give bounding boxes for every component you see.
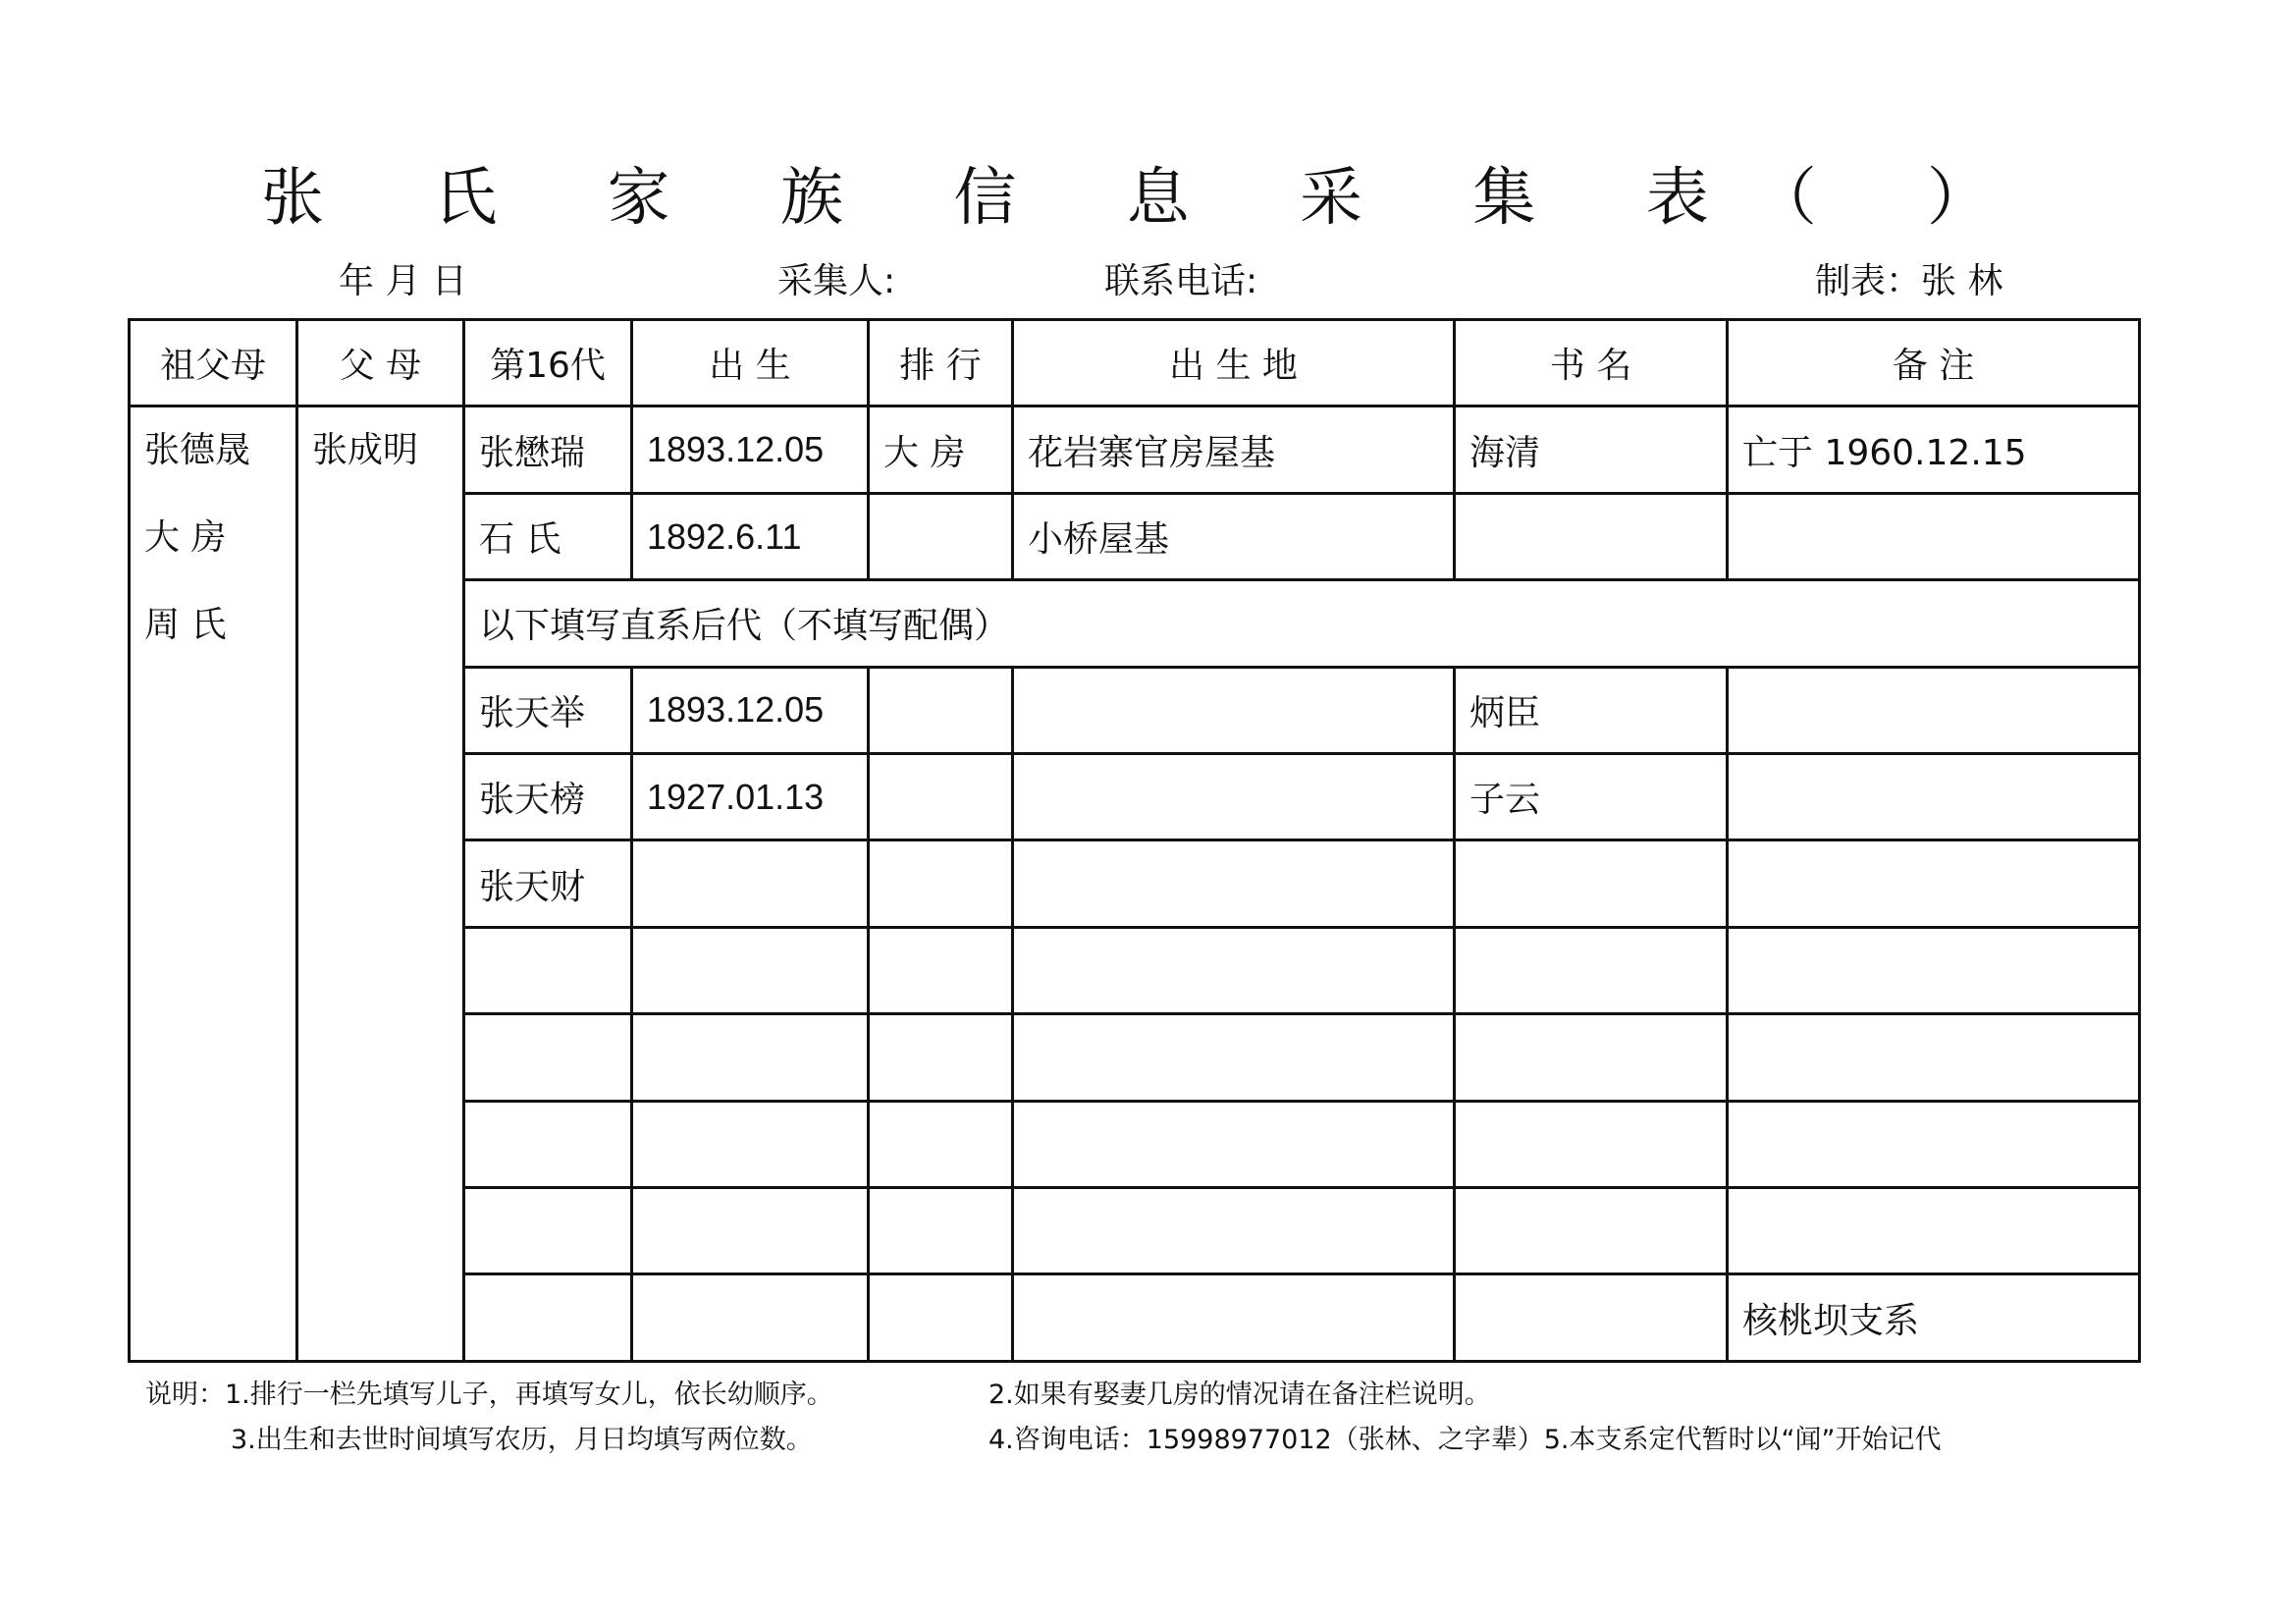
birthplace: 花岩寨官房屋基 <box>1013 406 1455 493</box>
birthplace <box>1013 1274 1455 1362</box>
birthplace <box>1013 927 1455 1013</box>
rank <box>869 667 1013 753</box>
grandparents-cell <box>130 406 297 1362</box>
remarks <box>1728 754 2140 840</box>
birth-date <box>632 1101 869 1187</box>
person-name: 张懋瑞 <box>464 406 632 493</box>
grandparents-branch: 大 房 <box>144 517 227 559</box>
birth-date <box>632 840 869 927</box>
header-grandparents: 祖父母 <box>130 320 297 406</box>
birthplace <box>1013 754 1455 840</box>
grandmother-name: 周 氏 <box>144 605 227 646</box>
book-name <box>1455 840 1728 927</box>
grandfather-name: 张德晟 <box>144 430 251 471</box>
remarks: 亡于 1960.12.15 <box>1728 406 2140 493</box>
birthplace <box>1013 1188 1455 1274</box>
header-birthplace: 出 生 地 <box>1013 320 1455 406</box>
birthplace: 小桥屋基 <box>1013 493 1455 579</box>
rank <box>869 1274 1013 1362</box>
header-row <box>130 320 2140 406</box>
phone-field: 联系电话: <box>1104 261 1258 301</box>
rank <box>869 493 1013 579</box>
book-name <box>1455 1274 1728 1362</box>
birth-date <box>632 1014 869 1101</box>
parent-name: 张成明 <box>312 430 419 471</box>
remarks <box>1728 840 2140 927</box>
book-name <box>1455 1014 1728 1101</box>
person-name: 张天榜 <box>464 754 632 840</box>
remarks <box>1728 1188 2140 1274</box>
person-name: 石 氏 <box>464 493 632 579</box>
book-name: 炳臣 <box>1455 667 1728 753</box>
birth-date: 1927.01.13 <box>632 754 869 840</box>
book-name <box>1455 927 1728 1013</box>
remarks: 核桃坝支系 <box>1728 1274 2140 1362</box>
header-generation: 第16代 <box>464 320 632 406</box>
person-name <box>464 1274 632 1362</box>
person-name: 张天财 <box>464 840 632 927</box>
birth-date <box>632 927 869 1013</box>
header-rank: 排 行 <box>869 320 1013 406</box>
table-row <box>130 406 2140 493</box>
note-4: 4.咨询电话：15998977012（张林、之字辈）5.本支系定代暂时以“闻”开始记代 <box>988 1425 1942 1455</box>
note-3: 3.出生和去世时间填写农历，月日均填写两位数。 <box>231 1425 813 1455</box>
birth-date: 1893.12.05 <box>632 406 869 493</box>
rank <box>869 1014 1013 1101</box>
rank <box>869 754 1013 840</box>
birthplace <box>1013 1101 1455 1187</box>
form-title: 张 氏 家 族 信 息 采 集 表（ ） <box>260 162 2036 235</box>
header-parents: 父 母 <box>297 320 464 406</box>
family-info-table <box>128 318 2141 1363</box>
header-remarks: 备 注 <box>1728 320 2140 406</box>
header-birth: 出 生 <box>632 320 869 406</box>
note-1: 说明：1.排行一栏先填写儿子，再填写女儿，依长幼顺序。 <box>145 1380 833 1410</box>
person-name <box>464 927 632 1013</box>
form-maker: 制表：张 林 <box>1815 261 2003 301</box>
rank <box>869 840 1013 927</box>
remarks <box>1728 927 2140 1013</box>
descendants-notice: 以下填写直系后代（不填写配偶） <box>464 580 2140 667</box>
header-book-name: 书 名 <box>1455 320 1728 406</box>
book-name: 子云 <box>1455 754 1728 840</box>
book-name <box>1455 493 1728 579</box>
rank: 大 房 <box>869 406 1013 493</box>
remarks <box>1728 667 2140 753</box>
book-name: 海清 <box>1455 406 1728 493</box>
remarks <box>1728 493 2140 579</box>
birth-date: 1893.12.05 <box>632 667 869 753</box>
rank <box>869 1188 1013 1274</box>
remarks <box>1728 1014 2140 1101</box>
birthplace <box>1013 667 1455 753</box>
person-name <box>464 1101 632 1187</box>
birthplace <box>1013 840 1455 927</box>
person-name <box>464 1188 632 1274</box>
birth-date <box>632 1274 869 1362</box>
birth-date <box>632 1188 869 1274</box>
birth-date: 1892.6.11 <box>632 493 869 579</box>
collector-field: 采集人: <box>777 261 896 301</box>
rank <box>869 1101 1013 1187</box>
person-name <box>464 1014 632 1101</box>
birthplace <box>1013 1014 1455 1101</box>
note-2: 2.如果有娶妻几房的情况请在备注栏说明。 <box>988 1380 1491 1410</box>
remarks <box>1728 1101 2140 1187</box>
date-field: 年 月 日 <box>339 261 467 301</box>
person-name: 张天举 <box>464 667 632 753</box>
rank <box>869 927 1013 1013</box>
parent-cell <box>297 406 464 1362</box>
book-name <box>1455 1188 1728 1274</box>
book-name <box>1455 1101 1728 1187</box>
